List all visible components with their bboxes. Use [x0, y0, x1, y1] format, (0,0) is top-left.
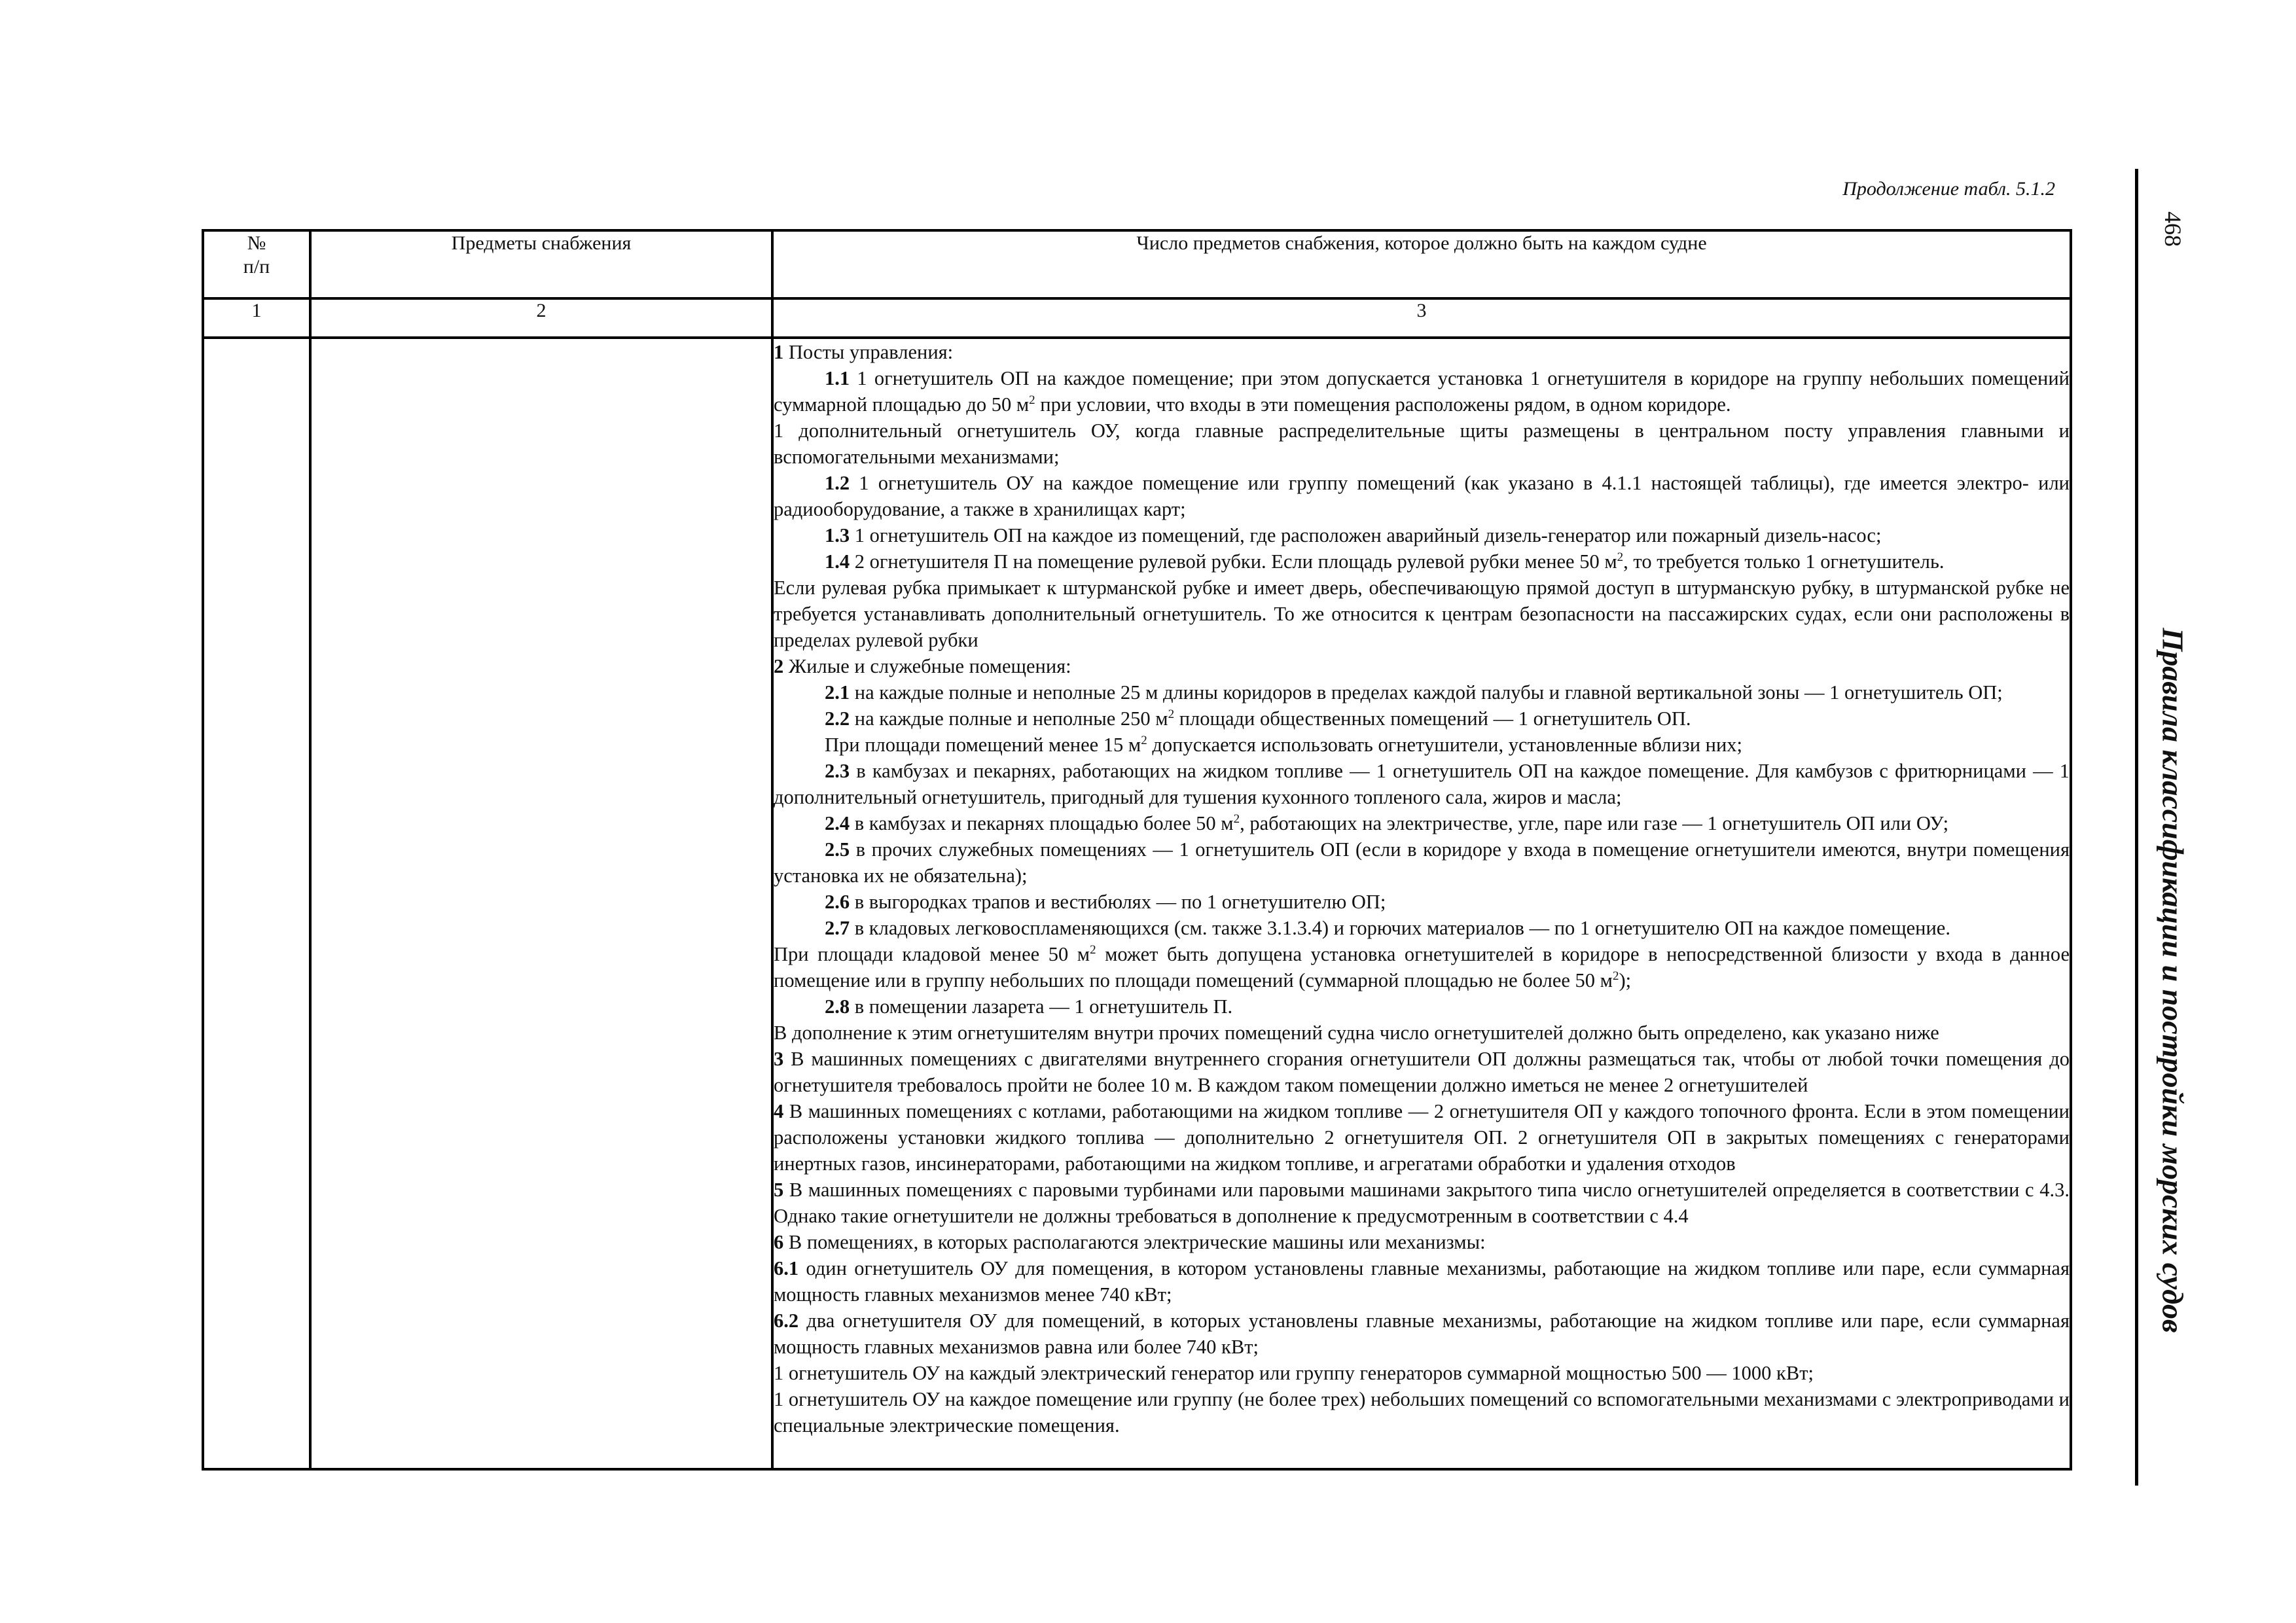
cell-quantity-text: [772, 338, 2071, 1469]
para-1-4-extra: Если рулевая рубка примыкает к штурманской рубке и имеет дверь, обеспечивающую прямой доступ в штурманскую рубку, в штурманской рубке не требуется устанавливать дополнительный огнетушитель. То же относится к центрам безопасности на пассажирских судах, если они расположены в пределах рулевой рубки: [774, 577, 2070, 651]
para-2-8: 2.8 в помещении лазарета — 1 огнетушитель П.: [825, 995, 1233, 1018]
para-1-3: 1.3 1 огнетушитель ОП на каждое из помещений, где расположен аварийный дизель-генератор или пожарный дизель-насос;: [825, 524, 1882, 546]
column-number-3: 3: [772, 298, 2071, 338]
para-1-2: 1.2 1 огнетушитель ОУ на каждое помещение или группу помещений (как указано в 4.1.1 настоящей таблицы), где имеется электро- или радиооборудование, а также в хранилищах карт;: [774, 472, 2070, 520]
para-2: 2 Жилые и служебные помещения:: [774, 655, 1071, 677]
para-6-2: 6.2 два огнетушителя ОУ для помещений, в которых установлены главные механизмы, работающие на жидком топливе или паре, если суммарная мощность главных механизмов равна или более 740 кВт;: [774, 1310, 2070, 1358]
column-number-2: 2: [310, 298, 772, 338]
running-title: Правила классификации и постройки морских судов: [2156, 628, 2190, 1333]
para-2-4: 2.4 в камбузах и пекарнях площадью более 50 $м^2$, работающих на электричестве, угле, паре или газе — 1 огнетушитель ОП или ОУ;: [825, 812, 1949, 834]
cell-number: [203, 338, 310, 1469]
table-header-row: [203, 230, 2071, 298]
margin-rule: [2135, 169, 2138, 1486]
para-2-1: 2.1 на каждые полные и неполные 25 м длины коридоров в пределах каждой палубы и главной вертикальной зоны — 1 огнетушитель ОП;: [825, 681, 2003, 704]
para-6-1: 6.1 один огнетушитель ОУ для помещения, в котором установлены главные механизмы, работающие на жидком топливе или паре, если суммарная мощность главных механизмов менее 740 кВт;: [774, 1257, 2070, 1306]
para-1-1-extra: 1 дополнительный огнетушитель ОУ, когда главные распределительные щиты размещены в центральном посту управления главными и вспомогательными механизмами;: [774, 419, 2070, 468]
para-6-extra-2: 1 огнетушитель ОУ на каждое помещение или группу (не более трех) небольших помещений со вспомогательными механизмами с электроприводами и специальные электрические помещения.: [774, 1388, 2070, 1436]
side-margin: [2147, 169, 2199, 1486]
para-1-4: 1.4 2 огнетушителя П на помещение рулевой рубки. Если площадь рулевой рубки менее 50 $м^2$, то требуется только 1 огнетушитель.: [825, 550, 1945, 573]
para-2-note: В дополнение к этим огнетушителям внутри прочих помещений судна число огнетушителей должно быть определено, как указано ниже: [774, 1022, 1939, 1044]
para-6-extra-1: 1 огнетушитель ОУ на каждый электрический генератор или группу генераторов суммарной мощностью 500 — 1000 кВт;: [774, 1362, 1814, 1384]
header-quantity: Число предметов снабжения, которое должно быть на каждом судне: [772, 230, 2071, 298]
column-number-row: [203, 298, 2071, 338]
para-2-6: 2.6 в выгородках трапов и вестибюлях — по 1 огнетушителю ОП;: [825, 891, 1386, 913]
para-2-5: 2.5 в прочих служебных помещениях — 1 огнетушитель ОП (если в коридоре у входа в помещение огнетушители имеются, внутри помещения установка их не обязательна);: [774, 838, 2070, 887]
para-1: 1 Посты управления:: [774, 341, 954, 363]
para-2-3: 2.3 в камбузах и пекарнях, работающих на жидком топливе — 1 огнетушитель ОП на каждое помещение. Для камбузов с фритюрницами — 1 дополнительный огнетушитель, пригодный для тушения кухонного топленого сала, жиров и масла;: [774, 760, 2070, 808]
para-2-2: 2.2 на каждые полные и неполные 250 $м^2$ площади общественных помещений — 1 огнетушитель ОП.: [825, 707, 1691, 730]
para-1-1: 1.1 1 огнетушитель ОП на каждое помещение; при этом допускается установка 1 огнетушителя в коридоре на группу небольших помещений суммарной площадью до 50 $м^2$ при условии, что входы в эти помещения расположены рядом, в одном коридоре.: [774, 367, 2070, 416]
para-5: 5 В машинных помещениях с паровыми турбинами или паровыми машинами закрытого типа число огнетушителей определяется в соответствии с 4.3. Однако такие огнетушители не должны требоваться в дополнение к предусмотренным в соответствии с 4.4: [774, 1179, 2070, 1227]
header-number: № п/п: [203, 230, 310, 298]
para-2-7-extra: При площади кладовой менее 50 $м^2$ может быть допущена установка огнетушителей в коридоре в непосредственной близости у входа в данное помещение или в группу небольших по площади помещений (суммарной площадью не более 50 $м^2$);: [774, 942, 2070, 991]
para-2-7: 2.7 в кладовых легковоспламеняющихся (см. также 3.1.3.4) и горючих материалов — по 1 огнетушителю ОП на каждое помещение.: [825, 917, 1950, 939]
cell-item: [310, 338, 772, 1469]
column-number-1: 1: [203, 298, 310, 338]
table-caption: Продолжение табл. 5.1.2: [1842, 178, 2055, 200]
header-items: Предметы снабжения: [310, 230, 772, 298]
para-3: 3 В машинных помещениях с двигателями внутреннего сгорания огнетушители ОП должны размещаться так, чтобы от любой точки помещения до огнетушителя требовалось пройти не более 10 м. В каждом таком помещении должно иметься не менее 2 огнетушителей: [774, 1048, 2070, 1096]
para-4: 4 В машинных помещениях с котлами, работающими на жидком топливе — 2 огнетушителя ОП у каждого топочного фронта. Если в этом помещении расположены установки жидкого топлива — дополнительно 2 огнетушителя ОП. 2 огнетушителя ОП в закрытых помещениях с генераторами инертных газов, инсинераторами, работающими на жидком топливе, и агрегатами обработки и удаления отходов: [774, 1100, 2070, 1175]
para-2-2-extra: При площади помещений менее 15 $м^2$ допускается использовать огнетушители, установленные вблизи них;: [825, 733, 1743, 756]
supplies-table: [202, 229, 2072, 1471]
table-row: [203, 338, 2071, 1469]
page-number: 468: [2160, 211, 2186, 247]
para-6: 6 В помещениях, в которых располагаются электрические машины или механизмы:: [774, 1231, 1486, 1253]
